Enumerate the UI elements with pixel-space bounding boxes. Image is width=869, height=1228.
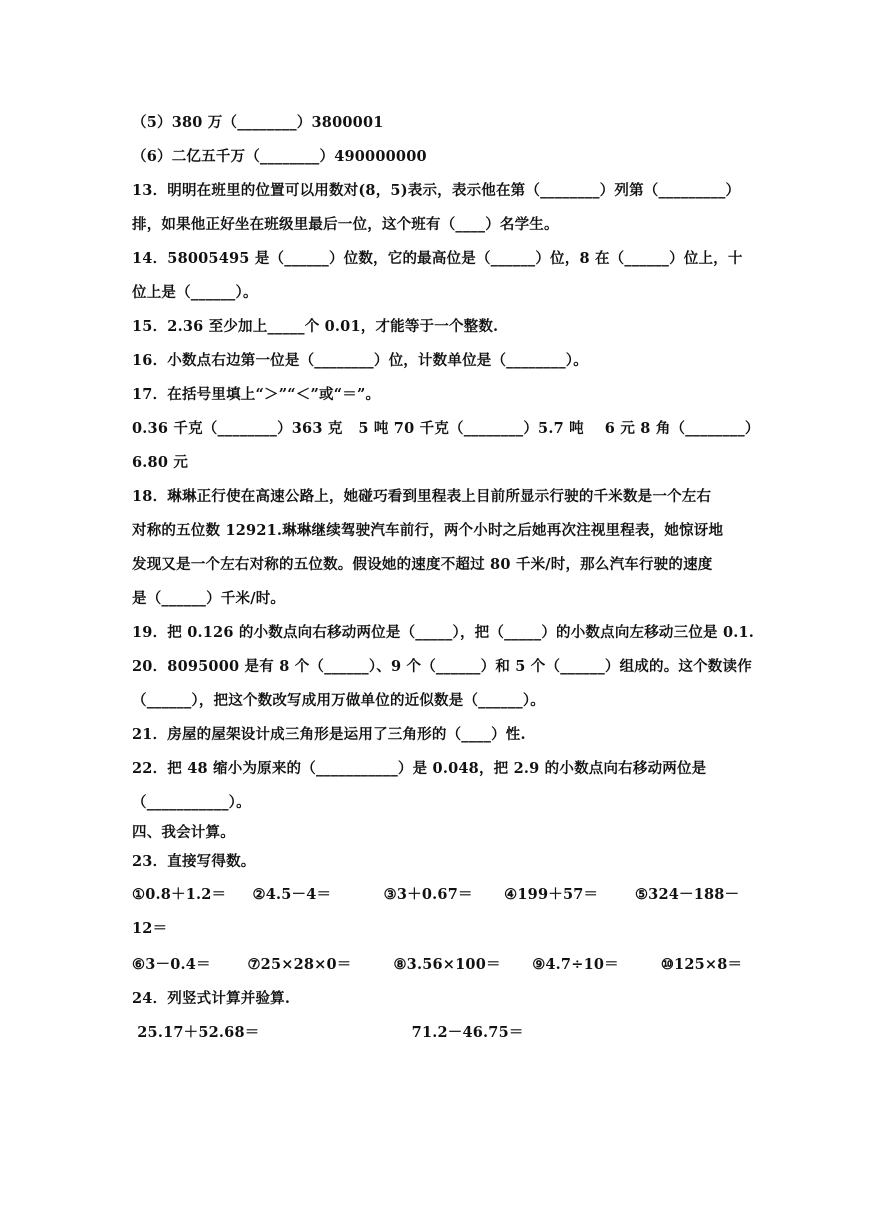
question-14-line-1: 14．58005495 是（______）位数，它的最高位是（______）位，8 在（______）位上，十 — [132, 250, 743, 267]
question-15: 15．2.36 至少加上_____个 0.01，才能等于一个整数. — [132, 318, 499, 335]
item-6-compare: （6）二亿五千万（________）490000000 — [132, 148, 427, 165]
question-16: 16．小数点右边第一位是（________）位，计数单位是（________）。 — [132, 352, 588, 369]
question-19: 19．把 0.126 的小数点向右移动两位是（_____），把（_____）的小数点向左移动三位是 0.1. — [132, 624, 755, 641]
question-22-line-2: （___________）。 — [132, 794, 251, 811]
question-13-line-1: 13．明明在班里的位置可以用数对(8，5)表示，表示他在第（________）列第（_________） — [132, 182, 741, 199]
section-4-heading: 四、我会计算。 — [132, 824, 235, 841]
question-23-title: 23．直接写得数。 — [132, 853, 256, 870]
question-17-title: 17．在括号里填上“＞”“＜”或“＝”。 — [132, 386, 381, 403]
question-23-items-line-1: ①0.8＋1.2＝ ②4.5－4＝ ③3＋0.67＝ ④199＋57＝ ⑤324－188－ — [132, 886, 740, 903]
question-18-line-2: 对称的五位数 12921.琳琳继续驾驶汽车前行，两个小时之后她再次注视里程表，她惊讶地 — [132, 522, 724, 539]
question-18-line-4: 是（______）千米/时。 — [132, 590, 286, 607]
question-22-line-1: 22．把 48 缩小为原来的（___________）是 0.048，把 2.9 的小数点向右移动两位是 — [132, 760, 707, 777]
question-24-problems: 25.17＋52.68＝ 71.2－46.75＝ — [132, 1024, 524, 1041]
question-13-line-2: 排，如果他正好坐在班级里最后一位，这个班有（____）名学生。 — [132, 216, 559, 233]
question-20-line-1: 20．8095000 是有 8 个（______）、9 个（______）和 5 个（______）组成的。这个数读作 — [132, 658, 752, 675]
question-17-items-line-1: 0.36 千克（________）363 克 5 吨 70 千克（________）5.7 吨 6 元 8 角（________） — [132, 420, 760, 437]
question-17-items-line-2: 6.80 元 — [132, 454, 189, 471]
question-14-line-2: 位上是（______）。 — [132, 284, 258, 301]
question-23-items-line-2: 12＝ — [132, 920, 168, 937]
question-18-line-1: 18．琳琳正行使在高速公路上，她碰巧看到里程表上目前所显示行驶的千米数是一个左右 — [132, 488, 712, 505]
item-5-compare: （5）380 万（________）3800001 — [132, 114, 384, 131]
question-23-items-line-3: ⑥3－0.4＝ ⑦25×28×0＝ ⑧3.56×100＝ ⑨4.7÷10＝ ⑩125×8＝ — [132, 956, 743, 973]
question-24-title: 24．列竖式计算并验算. — [132, 990, 291, 1007]
question-18-line-3: 发现又是一个左右对称的五位数。假设她的速度不超过 80 千米/时，那么汽车行驶的速度 — [132, 556, 713, 573]
question-21: 21．房屋的屋架设计成三角形是运用了三角形的（____）性. — [132, 726, 526, 743]
question-20-line-2: （______），把这个数改写成用万做单位的近似数是（______）。 — [132, 692, 545, 709]
